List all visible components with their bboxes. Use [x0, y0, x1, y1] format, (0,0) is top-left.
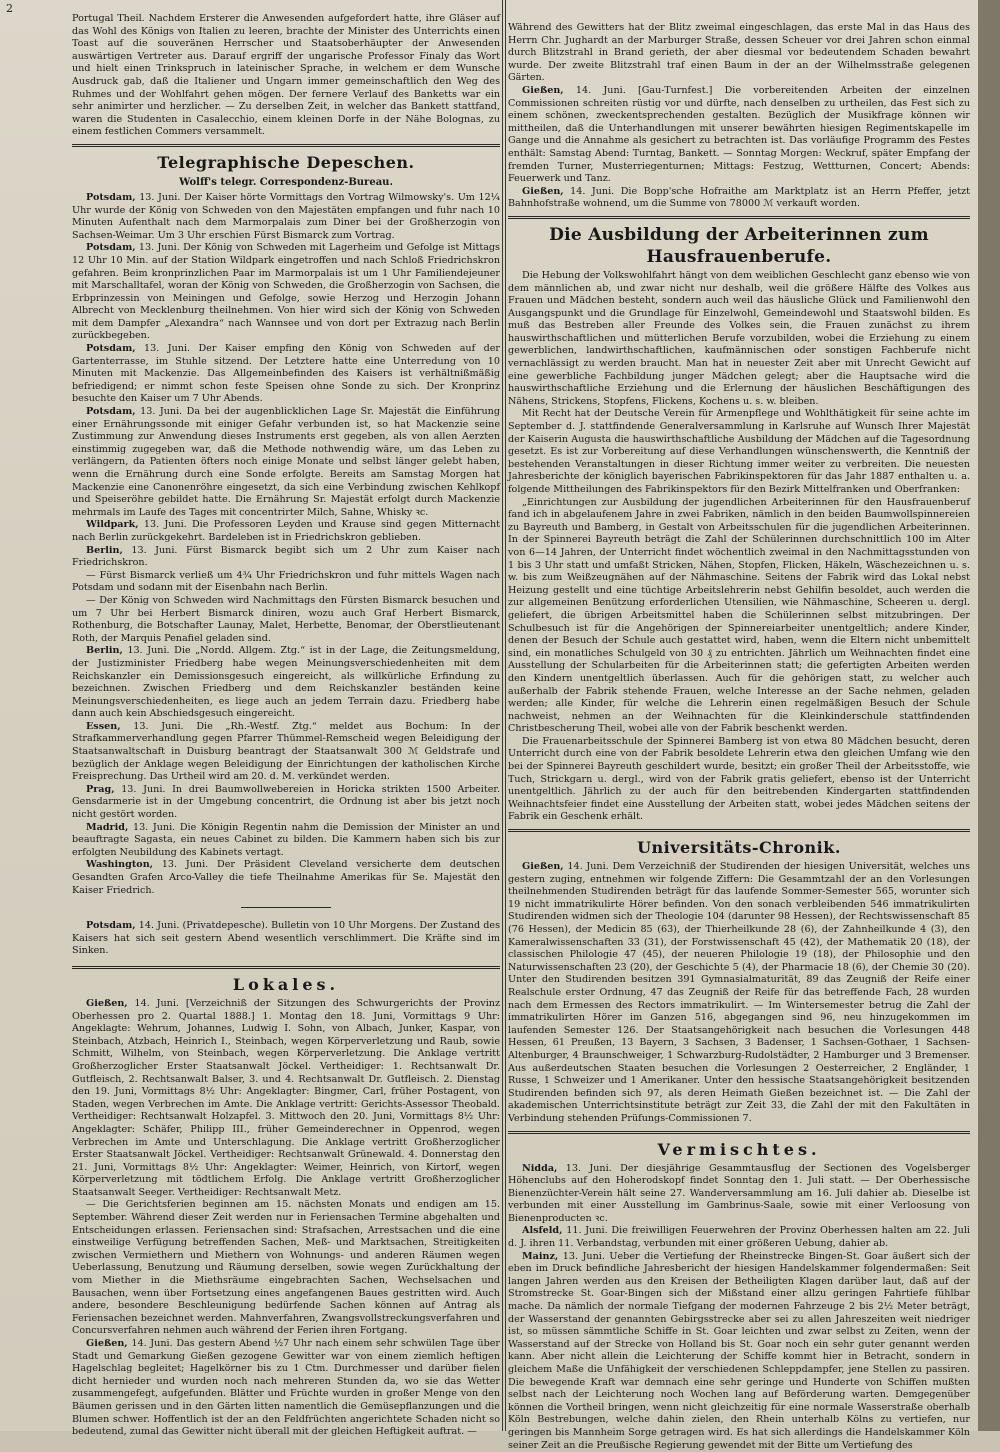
telegraph-list: [72, 192, 500, 897]
telegraph-item-text: 13. Juni. Der Kaiser hörte Vormittags den Vortrag Wilmowsky's. Um 12¼ Uhr wurde der König von Schweden von den Majestäten empfangen und fuhr nach 10 Minuten Aufenthalt nach dem Marmorpalais zum Diner bei der Großherzogin von Sachsen-Weimar. Um 3 Uhr erschien Fürst Bismarck zum Vortrag.: [72, 192, 500, 241]
uni-article: [508, 861, 970, 1125]
telegraph-item: [72, 859, 500, 897]
ausbildung-paragraph: Die Frauenarbeitsschule der Spinnerei Bamberg ist von etwa 80 Mädchen besucht, deren Unterricht durch eine von der Fabrik besoldete Lehrerin etwa den gleichen Umfang wie den bei der Spinnerei Bayreuth geschildert wurde, besitzt; ein großer Theil der Arbeitsstoffe, wie Tuch, Strickgarn u. dergl., wird von der Fabrik gratis geliefert, ebenso ist der Unterricht unentgeltlich. Jährlich zu der auch für den beitrebenden Kindergarten stattfindenden Weihnachtsfeier findet eine Ausstellung der Arbeiten statt, wobei jedes Mädchen seitens der Fabrik ein Geschenk erhält.: [508, 736, 970, 824]
lokales-item: [72, 998, 500, 1200]
separator-rule: [241, 907, 331, 908]
right-top-list: [508, 85, 970, 211]
telegraph-item-place: Prag,: [86, 784, 115, 795]
telegraph-item-place: Berlin,: [86, 645, 123, 656]
telegraph-item-place: Berlin,: [86, 545, 123, 556]
local-item-place: Gießen,: [522, 186, 564, 197]
telegraph-item-text: 13. Juni. Die Königin Regentin nahm die Demission der Minister an und beauftragte Sagasta, ein neues Cabinet zu bilden. Die Kammern haben sich bis zur erfolgten Neubildung des Kabinets vertagt.: [72, 822, 500, 858]
telegraph-item: [72, 570, 500, 595]
telegraph-item-text: 13. Juni. Fürst Bismarck begibt sich um 2 Uhr zum Kaiser nach Friedrichskron.: [72, 545, 500, 569]
ausbildung-paragraph: Mit Recht hat der Deutsche Verein für Armenpflege und Wohlthätigkeit für seine achte im September d. J. stattfindende Generalversammlung in Karlsruhe auf Wunsch Ihrer Majestät der Kaiserin Augusta die hauswirthschaftliche Ausbildung der Mädchen auf die Tagesordnung gesetzt. Es ist zur Vorbereitung auf diese Verhandlungen wünschenswerth, die Kenntniß der bestehenden Veranstaltungen in dieser Richtung immer weiter zu verbreiten. Die neuesten Jahresberichte der königlich bayerischen Fabrikinspektoren für das Jahr 1887 enthalten u. a. folgende Mittheilungen des Fabrikinspektors für den Bezirk Mittelfranken und Oberfranken:: [508, 408, 970, 496]
telegraph-subtitle: Wolff's telegr. Correspondenz-Bureau.: [72, 176, 500, 189]
section-rule: [72, 966, 500, 969]
telegraph-item: [72, 343, 500, 406]
lokales-item-place: Gießen,: [86, 1338, 128, 1349]
telegraph-item-text: 13. Juni. Der Präsident Cleveland versicherte dem deutschen Gesandten Grafen Arco-Valley die tiefe Theilnahme Amerikas für Se. Majestät den Kaiser Friedrich.: [72, 859, 500, 895]
uni-text: 14. Juni. Dem Verzeichniß der Studirenden der hiesigen Universität, welches uns gestern zuging, entnehmen wir folgende Ziffern: Die Gesammtzahl der an den Vorlesungen theilnehmenden Studirenden beträgt für das laufende Sommer-Semester 565, worunter sich 19 nicht immatrikulirte Hörer befinden. Von den sonach verbleibenden 546 immatrikulirten Studirenden widmen sich der Theologie 104 (darunter 98 Hessen), der Rechtswissenschaft 85 (76 Hessen), der Medicin 85 (63), der Thierheilkunde 28 (6), der Zahnheilkunde 4 (3), den Kameralwissenschaften 33 (31), der Forstwissenschaft 45 (42), der Mathematik 20 (18), der classischen Philologie 47 (45), der neueren Philologie 19 (18), der Philosophie und den Naturwissenschaften 23 (20), der Geschichte 5 (4), der Pharmacie 18 (6), der Chemie 30 (20). Unter den Studirenden besitzen 391 Gymnasialmaturität, 89 das Zeugniß der Reife einer Realschule erster Ordnung, 47 das Zeugniß der Reife für das betreffende Fach, 28 wurden nach dem Ermessen des Rectors immatrikulirt. — Im Wintersemester betrug die Zahl der immatrikulirten Hörer im Ganzen 516, abgegangen sind 96, neu hinzugekommen im laufenden Semester 126. Der Staatsangehörigkeit nach besuchen die Vorlesungen 448 Hessen, 61 Preußen, 13 Bayern, 3 Sachsen, 3 Badenser, 1 Sachsen-Gothaer, 1 Sachsen-Altenburger, 4 Braunschweiger, 1 Schwarzburg-Rudolstädter, 2 Hamburger und 3 Bremenser. Aus außerdeutschen Staaten besuchen die Vorlesungen 2 Oesterreicher, 2 Engländer, 1 Russe, 1 Schweizer und 1 Amerikaner. Unter den hessische Staatsangehörigkeit besitzenden Studirenden befinden sich 97, als deren Heimath Gießen bezeichnet ist. — Die Zahl der akademischen Unterrichtsinstitute beträgt zur Zeit 33, die Zahl der mit den Fakultäten in Verbindung stehenden Prüfungs-Commissionen 7.: [508, 861, 970, 1124]
telegraph-item: [72, 519, 500, 544]
telegraph-item-text: — Der König von Schweden wird Nachmittags den Fürsten Bismarck besuchen und um 7 Uhr bei Herbert Bismarck diniren, wozu auch Graf Herbert Bismarck, Rothenburg, die Botschafter Launay, Malet, Herbette, Benomar, der Oberstlieutenant Roth, der Marquis Penafiel geladen sind.: [72, 595, 500, 644]
telegraph-item-text: 13. Juni. Die Professoren Leyden und Krause sind gegen Mitternacht nach Berlin zurückgekehrt. Bardeleben ist in Friedrichskron geblieben.: [72, 519, 500, 543]
verm-item-text: 11. Juni. Die freiwilligen Feuerwehren der Provinz Oberhessen halten am 22. Juli d. J. ihren 11. Verbandstag, verbunden mit einer größeren Uebung, dahier ab.: [508, 1225, 970, 1249]
verm-item-place: Nidda,: [522, 1163, 557, 1174]
lokales-item-text: — Die Gerichtsferien beginnen am 15. nächsten Monats und endigen am 15. September. Während dieser Zeit werden nur in Feriensachen Termine abgehalten und Entscheidungen erlassen. Feriensachen sind: Strafsachen, Arrestsachen und die eine einstweilige Verfügung betreffenden Sachen, Meß- und Marktsachen, Streitigkeiten zwischen Vermiethern und Miethern von Wohnungs- und anderen Räumen wegen Ueberlassung, Benutzung und Räumung derselben, sowie wegen Zurückhaltung der vom Miether in die Miethsräume eingebrachten Sachen, Wechselsachen und Bausachen, wenn über Fortsetzung eines angefangenen Baues gestritten wird. Auch andere, besondere Beschleunigung bedürfende Sachen können auf Antrag als Feriensachen bezeichnet werden. Mahnverfahren, Zwangsvollstreckungsverfahren und Concursverfahren nehmen auch während der Ferien ihren Fortgang.: [72, 1199, 500, 1336]
telegraph-item-place: Potsdam,: [86, 242, 136, 253]
verm-item: [508, 1251, 970, 1452]
right-column: [508, 0, 970, 1452]
telegraph-item: [72, 406, 500, 519]
telegraph-item-text: 13. Juni. In drei Baumwollwebereien in Horicka strikten 1500 Arbeiter. Gensdarmerie ist in der Umgebung concentrirt, die Ordnung ist aber bis jetzt noch nicht gestört worden.: [72, 784, 500, 820]
telegraph-item: [72, 645, 500, 721]
telegraph-item-place: Potsdam,: [86, 192, 136, 203]
local-item-text: 14. Juni. [Gau-Turnfest.] Die vorbereitenden Arbeiten der einzelnen Commissionen schreiten rüstig vor und dürfte, nach denselben zu urtheilen, das Fest sich zu einem schönen, zweckentsprechenden gestalten. Bezüglich der Musikfrage können wir mittheilen, daß die Unterhandlungen mit unserer bewährten hiesigen Regimentskapelle im Gange und die Annahme als gesichert zu betrachten ist. Das vorläufige Programm des Festes enthält: Samstag Abend: Turntag, Bankett. — Sonntag Morgen: Weckruf, später Empfang der fremden Turner, Musterriegenturnen; Mittags: Festzug, Wettturnen, Concert; Abends: Feuerwerk und Tanz.: [508, 85, 970, 184]
page-number: 2: [6, 2, 13, 15]
lokales-item: [72, 1338, 500, 1439]
local-item-place: Gießen,: [522, 85, 564, 96]
telegraph-item-place: Essen,: [86, 721, 121, 732]
lokales-item: [72, 1199, 500, 1338]
lokales-item-text: 14. Juni. [Verzeichniß der Sitzungen des Schwurgerichts der Provinz Oberhessen pro 2. Quartal 1888.] 1. Montag den 18. Juni, Vormittags 9 Uhr: Angeklagte: Wehrum, Johannes, Ludwig I. Sohn, von Albach, Junker, Kaspar, von Steinbach, Atzbach, Heinrich I., Steinbach, wegen Körperverletzung und Raub, sowie Schmitt, Wilhelm, von Steinbach, wegen Körperverletzung. Die Anklage vertritt Großherzoglicher Erster Staatsanwalt Jöckel. Vertheidiger: 1. Rechtsanwalt Dr. Gutfleisch, 2. Rechtsanwalt Balser, 3. und 4. Rechtsanwalt Dr. Gutfleisch. 2. Dienstag den 19. Juni, Vormittags 8½ Uhr: Angeklagter: Bingmer, Carl, früher Postagent, von Staden, wegen Verbrechen im Amte. Die Anklage vertritt: Gerichts-Assessor Theobald. Vertheidiger: Rechtsanwalt Holzapfel. 3. Mittwoch den 20. Juni, Vormittags 8½ Uhr: Angeklagter: Schäfer, Philipp III., früher Gemeinderechner in Oppenrod, wegen Verbrechen im Amte und Unterschlagung. Die Anklage vertritt Großherzoglicher Erster Staatsanwalt Jöckel. Vertheidiger: Rechtsanwalt Grünewald. 4. Donnerstag den 21. Juni, Vormittags 8½ Uhr: Angeklagter: Weimer, Heinrich, von Kirtorf, wegen Körperverletzung mit tödtlichem Erfolg. Die Anklage vertritt Großherzoglicher Staatsanwalt Seeger. Vertheidiger: Rechtsanwalt Metz.: [72, 998, 500, 1198]
lokales-item-text: 14. Juni. Das gestern Abend ½7 Uhr nach einem sehr schwülen Tage über Stadt und Gemarkung Gießen gezogene Gewitter war von einem ziemlich heftigen Hagelschlag begleitet; Hagelkörner bis zu 1 Ctm. Durchmesser und darüber fielen dicht hernieder und wurden noch nach mehreren Stunden da, wo sie das Wetter zusammengefegt, aufgefunden. Blätter und Früchte wurden in großer Menge von den Bäumen gerissen und in den Gärten litten namentlich die Gemüsepflanzungen und die Blumen schwer. Hoffentlich ist der an den Feldfrüchten angerichtete Schaden nicht so bedeutend, zumal das Gewitter nicht überall mit der gleichen Heftigkeit auftrat. —: [72, 1338, 500, 1437]
page-edge: [978, 0, 1000, 1431]
telegraph-item-text: 13. Juni. Die „Rh.-Westf. Ztg.“ meldet aus Bochum: In der Strafkammerverhandlung gegen Pfarrer Thümmel-Remscheid wegen Beleidigung der Staatsanwaltschaft in Duisburg beantragt der Staatsanwalt 300 ℳ Geldstrafe und bezüglich der Anklage wegen Beleidigung der Einrichtungen der katholischen Kirche Freisprechung. Das Urtheil wird am 20. d. M. verkündet werden.: [72, 721, 500, 782]
verm-item: [508, 1225, 970, 1250]
telegraph-item: [72, 595, 500, 645]
telegraph-item: [72, 242, 500, 343]
telegraph-item: [72, 721, 500, 784]
ausbildung-paragraph: „Einrichtungen zur Ausbildung der jugendlichen Arbeiterinnen für den Hausfrauenberuf fand ich in abgelaufenem Jahre in zwei Fabriken, nämlich in den beiden Baumwollspinnereien zu Bayreuth und Bamberg, in Gestalt von Arbeitsschulen für die jugendlichen Arbeiterinnen. In der Spinnerei Bayreuth beträgt die Zahl der Schülerinnen durchschnittlich 100 im Alter von 6—14 Jahren, der Unterricht findet wöchentlich zweimal in den Nachmittagsstunden von 1 bis 3 Uhr statt und umfaßt Stricken, Nähen, Stopfen, Flicken, Häkeln, Wäschezeichnen u. s. w. bis zum Weißzeugnähen auf der Nähmaschine. Seitens der Fabrik wird das Lokal nebst Heizung gestellt und eine tüchtige Arbeitslehrerin nebst Gehilfin besoldet, auch werden die zur allgemeinen Benützung erforderlichen Utensilien, wie Nähmaschine, Scheeren u. dergl. geliefert, die übrigen Arbeitsmittel haben die Schülerinnen selbst mitzubringen. Der Schulbesuch ist für die Angehörigen der Spinnereiarbeiter unentgeltlich; andere Kinder, denen der Besuch der Schule auch gestattet wird, haben, wenn die Eltern nicht unbemittelt sind, ein monatliches Schulgeld von 30 ₰ zu entrichten. Jährlich um Weihnachten findet eine Ausstellung der Schularbeiten für die Arbeiterinnen statt; die gefertigten Arbeiten werden den Kindern unentgeltlich überlassen. Auch für die gehörigen statt, zu welcher auch außerhalb der Fabrik stehende Frauen, welche Interesse an der Sache nehmen, geladen werden; alle Kinder, für welche die Lehrerin einen regelmäßigen Besuch der Schule nachweist, nehmen an der Weihnachten für die Kleinkinderschule stattfindenden Christbescherung Theil, wobei alle von der Fabrik beschenkt werden.: [508, 497, 970, 736]
verm-item-place: Mainz,: [522, 1251, 558, 1262]
column-divider-inner: [505, 0, 506, 1431]
telegraph-item-text: 13. Juni. Da bei der augenblicklichen Lage Sr. Majestät die Einführung einer Ernährungssonde mit einiger Gefahr verbunden ist, so hat Mackenzie seine Zustimmung zur Anwendung dieses Instruments erst gegeben, als von allen Aerzten einstimmig zugegeben war, daß die Methode nothwendig wäre, um das Leben zu verlängern, da Patienten öfters noch einige Monate und selbst länger gelebt haben, wenn die Ernährung durch eine Sonde erfolgte. Bereits am Samstag Morgen hat Mackenzie eine Canonenröhre eingesetzt, da sich eine Verbindung zwischen Kehlkopf und Speiseröhre gebildet hatte. Die Ernährung Sr. Majestät erfolgt durch Mackenzie mehrmals im Laufe des Tages mit concentrirter Milch, Sahne, Whisky ꝛc.: [72, 406, 500, 518]
dispatch-place: Potsdam,: [86, 920, 136, 931]
verm-title: Vermischtes.: [508, 1139, 970, 1161]
local-item-text: 14. Juni. Die Bopp'sche Hofraithe am Marktplatz ist an Herrn Pfeffer, jetzt Bahnhofstraße wohnend, um die Summe von 78000 ℳ verkauft worden.: [508, 186, 970, 210]
telegraph-item-place: Potsdam,: [86, 343, 136, 354]
telegraph-title: Telegraphische Depeschen.: [72, 152, 500, 174]
telegraph-item-place: Washington,: [86, 859, 153, 870]
telegraph-item: [72, 192, 500, 242]
ausbildung-list: [508, 270, 970, 824]
lokales-title: Lokales.: [72, 974, 500, 996]
telegraph-item-text: — Fürst Bismarck verließ um 4¾ Uhr Friedrichskron und fuhr mittels Wagen nach Potsdam und sodann mit der Eisenbahn nach Berlin.: [72, 570, 500, 594]
verm-item-text: 13. Juni. Der diesjährige Gesammtausflug der Sectionen des Vogelsberger Höhenclubs auf den Hoherodskopf findet Sonntag den 1. Juli statt. — Der Oberhessische Bienenzüchter-Verein hält seine 27. Wanderversammlung am 16. Juli dahier ab. Dieselbe ist verbunden mit einer Ausstellung im Gambrinus-Saale, sowie mit einer Verloosung von Bienenproducten ꝛc.: [508, 1163, 970, 1224]
uni-title: Universitäts-Chronik.: [508, 837, 970, 859]
telegraph-item: [72, 784, 500, 822]
left-intro-paragraph: Portugal Theil. Nachdem Ersterer die Anwesenden aufgefordert hatte, ihre Gläser auf das Wohl des Königs von Italien zu leeren, brachte der Minister des Unterrichts einen Toast auf die souveränen Herrscher und Staatsoberhäupter der Anwesenden auswärtigen Vertreter aus. Darauf ergriff der ungarische Professor Finaly das Wort und hielt einen Trinkspruch in lateinischer Sprache, in welchem er dem Wunsche Ausdruck gab, daß die Italiener und Ungarn immer gemeinschaftlich den Weg des Ruhmes und der Wohlfahrt gehen mögen. Der fernere Verlauf des Banketts war ein sehr animirter und herzlicher. — Zu derselben Zeit, in welcher das Bankett stattfand, waren die Studenten in Casalecchio, einem kleinen Dorfe in der Nähe Bolognas, zu einem festlichen Commers versammelt.: [72, 13, 500, 139]
telegraph-item: [72, 822, 500, 860]
verm-item: [508, 1163, 970, 1226]
telegraph-item-place: Potsdam,: [86, 406, 136, 417]
left-column: [72, 0, 500, 1439]
private-dispatch: [72, 920, 500, 958]
uni-place: Gießen,: [522, 861, 564, 872]
verm-list: [508, 1163, 970, 1452]
telegraph-item: [72, 545, 500, 570]
section-rule: [508, 216, 970, 219]
lokales-list: [72, 998, 500, 1439]
right-intro-paragraph: Während des Gewitters hat der Blitz zweimal eingeschlagen, das erste Mal in das Haus des Herrn Chr. Jughardt an der Marburger Straße, dessen Scheuer vor drei Jahren schon einmal durch Blitzstrahl in Brand gerieth, der aber diesmal vor bedeutendem Schaden bewahrt wurde. Der zweite Blitzstrahl traf einen Baum in der an der Wilhelmsstraße gelegenen Gärten.: [508, 22, 970, 85]
local-item: [508, 186, 970, 211]
local-item: [508, 85, 970, 186]
telegraph-item-text: 13. Juni. Der Kaiser empfing den König von Schweden auf der Gartenterrasse, im Stuhle sitzend. Der Letztere hatte eine Unterredung von 10 Minuten mit Mackenzie. Das Allgemeinbefinden des Kaisers ist verhältnißmäßig befriedigend; er nimmt schon feste Speisen ohne Sonde zu sich. Der Kronprinz besuchte den Kaiser um 7 Uhr Abends.: [72, 343, 500, 404]
column-divider: [502, 0, 503, 1431]
verm-item-text: 13. Juni. Ueber die Vertiefung der Rheinstrecke Bingen-St. Goar äußert sich der eben im Druck befindliche Jahresbericht der hiesigen Handelskammer folgendermaßen: Seit langen Jahren werden aus den Kreisen der Betheiligten Klagen darüber laut, daß auf der Stromstrecke St. Goar-Bingen sich der Mißstand einer allzu geringen Fahrtiefe fühlbar mache. Da nämlich der normale Tiefgang der modernen Fahrzeuge 2 bis 2½ Meter beträgt, der Wasserstand der genannten Gebirgsstrecke aber sei zu allen Jahreszeiten weit niedriger ist, so müssen sämmtliche Schiffe in St. Goar leichten und zwar selbst zu Zeiten, wenn der Wasserstand auf der Strecke von Holland bis St. Goar noch ein sehr guter genannt werden kann. Aber nicht allein die Leichterung der Schiffe kommt hier in Betracht, sondern in gleichem Maße die Unfähigkeit der verschiedenen Schleppdampfer, jene Stellen zu passiren. Die bewegende Kraft war demnach eine sehr geringe und Hunderte von Schiffen mußten selbst nach der Leichterung noch Wochen lang auf Beförderung warten. Demgegenüber können die Vortheil bringen, wenn nicht gleichzeitig für eine normale Wasserstraße oberhalb Köln Bestrebungen, welche dahin zielen, den Rhein unterhalb Kölns zu vertiefen, nur geringen bis Mannheim Sorge getragen wird. Es hat sich allerdings die Handelskammer Köln seiner Zeit an die Preußische Regierung gewendet mit der Bitte um Vertiefung des: [508, 1251, 970, 1451]
lokales-item-place: Gießen,: [86, 998, 128, 1009]
telegraph-item-place: Wildpark,: [86, 519, 139, 530]
ausbildung-title: Die Ausbildung der Arbeiterinnen zum Hausfrauenberufe.: [508, 224, 970, 268]
telegraph-item-text: 13. Juni. Der König von Schweden mit Lagerheim und Gefolge ist Mittags 12 Uhr 10 Min. auf der Station Wildpark eingetroffen und nach Schloß Friedrichskron gefahren. Beim kronprinzlichen Paar im Marmorpalais ist um 1 Uhr Familiendejeuner mit Marschalltafel, woran der König von Schweden, die Großherzogin von Sachsen, die Erbprinzessin von Meiningen und Gefolge, sowie Herzog und Herzogin Johann Albrecht von Mecklenburg theilnehmen. Von hier wird sich der König von Schweden mit dem Dampfer „Alexandra“ nach Wannsee und von dort per Extrazug nach Berlin zurückbegeben.: [72, 242, 500, 341]
ausbildung-paragraph: Die Hebung der Volkswohlfahrt hängt von dem weiblichen Geschlecht ganz ebenso wie von dem männlichen ab, und zwar nicht nur deshalb, weil die größere Hälfte des Volkes aus Frauen und Mädchen besteht, sondern auch weil das häusliche Glück und Familienwohl den Ausgangspunkt und die Grundlage für Einzelwohl, Gemeindewohl und Staatswohl bilden. Es muß das Bestreben aller Freunde des Volkes sein, die Frauen zunächst zu ihrem hauswirthschaftlichen und mütterlichen Berufe vorzubilden, wobei die Erziehung zu einem gewerblichen, landwirthschaftlichen, kaufmännischen oder sonstigen Fachberufe nicht vernachlässigt zu werden braucht. Man hat in neuester Zeit aber mit Unrecht Gewicht auf eine gewerbliche Fachbildung junger Mädchen gelegt; aber die Hauptsache wird die hauswirthschaftliche Erziehung und die Erlernung der häuslichen Beschäftigungen des Nähens, Strickens, Stopfens, Flickens, Kochens u. s. w. bleiben.: [508, 270, 970, 409]
dispatch-text: 14. Juni. (Privatdepesche). Bulletin von 10 Uhr Morgens. Der Zustand des Kaisers hat sich seit gestern Abend wesentlich verschlimmert. Die Kräfte sind im Sinken.: [72, 920, 500, 956]
telegraph-item-place: Madrid,: [86, 822, 128, 833]
telegraph-item-text: 13. Juni. Die „Nordd. Allgem. Ztg.“ ist in der Lage, die Zeitungsmeldung, der Justizminister Friedberg habe wegen Meinungsverschiedenheiten mit dem Reichskanzler ein Demissionsgesuch eingereicht, als willkürliche Erfindung zu bezeichnen. Zwischen Friedberg und dem Reichskanzler beständen keine Meinungsverschiedenheiten, es liege auch an jedem Terrain dazu. Friedberg habe dann auch kein Abschiedsgesuch eingereicht.: [72, 645, 500, 719]
section-rule: [508, 829, 970, 832]
section-rule: [508, 1131, 970, 1134]
section-rule: [72, 144, 500, 147]
verm-item-place: Alsfeld,: [522, 1225, 562, 1236]
